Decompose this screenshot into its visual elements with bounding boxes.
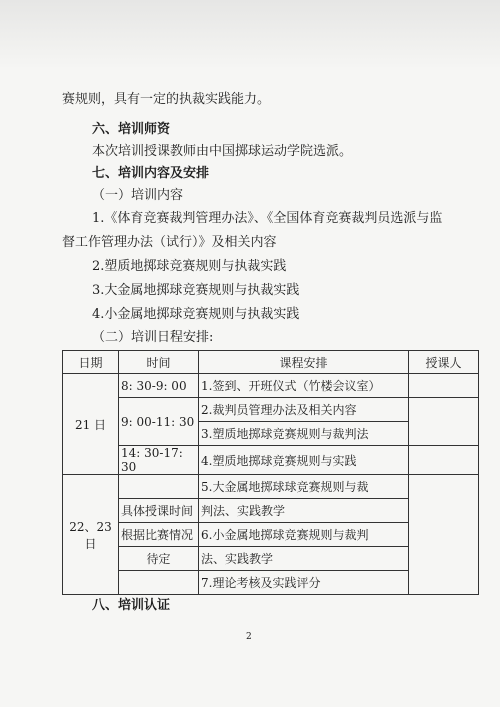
header-course: 课程安排 [199,351,409,374]
page-number: 2 [246,632,252,642]
day2-date: 22、23 日 [63,475,119,595]
header-time: 时间 [119,351,199,374]
subsection-1-heading: （一）培训内容 [92,188,184,203]
day1-date: 21 日 [63,374,119,475]
day2-course6-line-a: 6.小金属地掷球竞赛规则与裁判 [199,523,409,547]
day2-course7: 7.理论考核及实践评分 [199,571,409,595]
section-7-heading: 七、培训内容及安排 [92,166,210,181]
day2-time-spacer-bottom [119,571,199,595]
scan-shadow [0,0,500,70]
subsection-2-heading: （二）培训日程安排: [92,330,214,345]
rules-continuation-line: 赛规则，具有一定的执裁实践能力。 [62,92,271,107]
day1-slot2-course-a: 2.裁判员管理办法及相关内容 [199,398,409,422]
day2-time-line-a: 具体授课时间 [119,499,199,523]
day2-instructor [409,475,479,595]
day1-slot2-time: 9: 00-11: 30 [119,398,199,446]
day1-slot1-time: 8: 30-9: 00 [119,374,199,398]
table-row [63,475,479,499]
day2-course5-line-b: 判法、实践教学 [199,499,409,523]
header-date: 日期 [63,351,119,374]
content-item-1-line-1: 1.《体育竞赛裁判管理办法》、《全国体育竞赛裁判员选派与监 [92,211,443,226]
content-item-2: 2.塑质地掷球竞赛规则与执裁实践 [92,259,287,274]
section-6-heading: 六、培训师资 [92,122,171,137]
schedule-header-row [63,351,479,374]
day1-slot3-time: 14: 30-17: 30 [119,446,199,475]
day2-time-line-c: 待定 [119,547,199,571]
content-item-4: 4.小金属地掷球竞赛规则与执裁实践 [92,307,300,322]
section-8-heading: 八、培训认证 [92,598,171,613]
day2-course5-line-a: 5.大金属地掷球球竞赛规则与裁 [199,475,409,499]
table-row [63,446,479,475]
section-6-body: 本次培训授课教师由中国掷球运动学院选派。 [92,144,353,159]
day2-time-spacer [119,475,199,499]
content-item-3: 3.大金属地掷球竞赛规则与执裁实践 [92,283,300,298]
day1-slot3-instructor [409,446,479,475]
header-instructor: 授课人 [409,351,479,374]
table-row [63,374,479,398]
day1-slot2-course-b: 3.塑质地掷球竞赛规则与裁判法 [199,422,409,446]
day2-time-line-b: 根据比赛情况 [119,523,199,547]
day1-slot3-course: 4.塑质地掷球竞赛规则与实践 [199,446,409,475]
day1-slot1-instructor [409,374,479,398]
day1-slot2-instructor [409,398,479,446]
table-row [63,398,479,422]
day2-course6-line-b: 法、实践教学 [199,547,409,571]
content-item-1-line-2: 督工作管理办法（试行）》及相关内容 [62,235,277,250]
schedule-table [62,350,479,595]
day1-slot1-course: 1.签到、开班仪式（竹楼会议室） [199,374,409,398]
